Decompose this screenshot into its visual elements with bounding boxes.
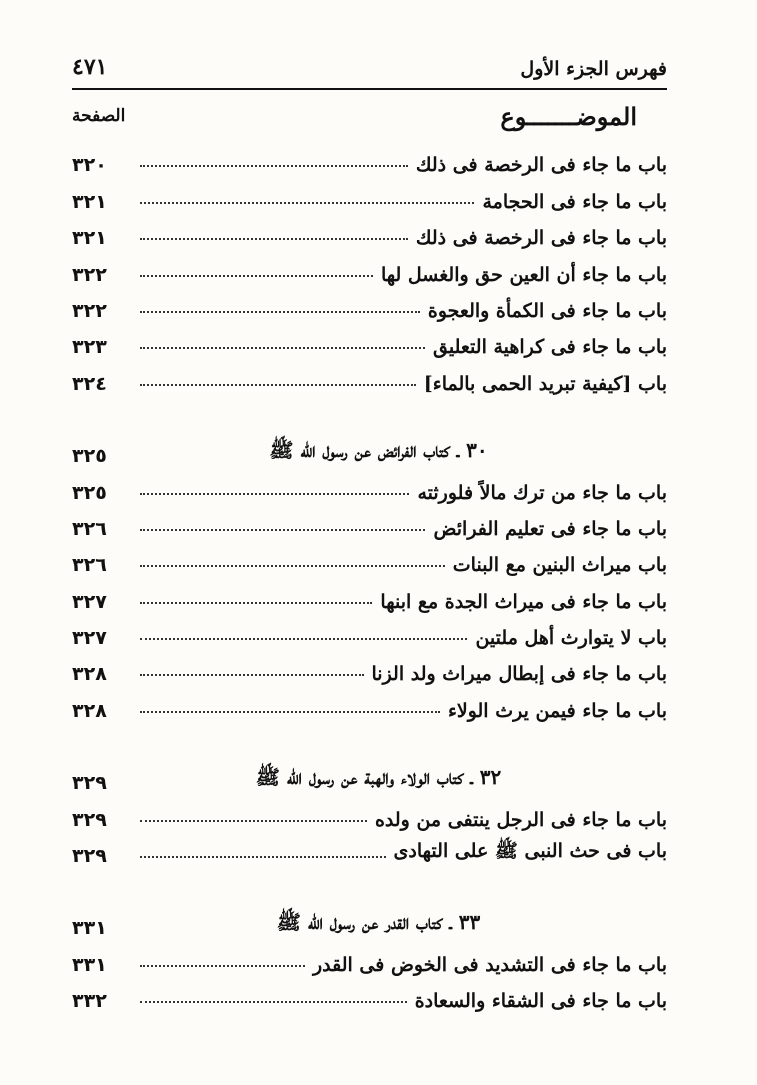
- section-spacer: [72, 867, 667, 903]
- toc-entry: [72, 249, 667, 285]
- entry-title: باب ما جاء فى الرخصة فى ذلك: [415, 227, 667, 250]
- entry-title: باب لا يتوارث أهل ملتين: [475, 627, 667, 650]
- entry-title: باب ما جاء فى الرخصة فى ذلك: [415, 154, 667, 177]
- toc-entry: [72, 358, 667, 394]
- chapter-title: ٣٢ ـ كتاب الولاء والهبة عن رسول الله ﷺ: [255, 765, 502, 790]
- entry-title: باب ما جاء فى التشديد فى الخوض فى القدر: [312, 953, 667, 976]
- entry-title: باب ما جاء فى إبطال ميراث ولد الزنا: [371, 663, 667, 686]
- entry-title: باب ما جاء فى الشقاء والسعادة: [414, 990, 667, 1013]
- entry-title: باب ما جاء فى ميراث الجدة مع ابنها: [380, 590, 667, 613]
- entry-title: باب ما جاء فى الكمأة والعجوة: [427, 299, 667, 322]
- entry-page-number: ٣٢٨: [72, 663, 107, 686]
- dot-leader: [140, 274, 373, 277]
- entry-page-number: ٣٢٣: [72, 336, 107, 359]
- entry-title: باب [كيفية تبريد الحمى بالماء]: [423, 372, 667, 395]
- chapter-title: ٣٣ ـ كتاب القدر عن رسول الله ﷺ: [276, 910, 481, 935]
- entry-title: باب ما جاء فى الحجامة: [482, 190, 667, 213]
- table-of-contents: [72, 140, 667, 1012]
- toc-entry: [72, 140, 667, 176]
- entry-page-number: ٣٢٥: [72, 445, 107, 468]
- column-headings: [72, 100, 667, 136]
- toc-entry: [72, 794, 667, 830]
- dot-leader: [140, 383, 416, 386]
- page-column-heading: الصفحة: [72, 106, 126, 126]
- dot-leader: [140, 237, 408, 240]
- entry-page-number: ٣٢٤: [72, 372, 107, 395]
- dot-leader: [140, 637, 467, 640]
- entry-title: باب ميراث البنين مع البنات: [452, 554, 667, 577]
- entry-title: باب ما جاء فى تعليم الفرائض: [433, 517, 667, 540]
- entry-page-number: ٣٢٥: [72, 481, 107, 504]
- toc-entry: [72, 540, 667, 576]
- entry-page-number: ٣٣٢: [72, 990, 107, 1013]
- dot-leader: [140, 528, 425, 531]
- dot-leader: [140, 673, 364, 676]
- entry-page-number: ٣٢٢: [72, 263, 107, 286]
- entry-page-number: ٣٢٦: [72, 517, 107, 540]
- dot-leader: [140, 492, 409, 495]
- dot-leader: [140, 710, 440, 713]
- toc-entry: [72, 649, 667, 685]
- entry-page-number: ٣٣١: [72, 953, 107, 976]
- entry-title: باب ما جاء من ترك مالاً فلورثته: [417, 481, 667, 504]
- dot-leader: [140, 564, 445, 567]
- entry-page-number: ٣٢٠: [72, 154, 107, 177]
- entry-page-number: ٣٢٢: [72, 299, 107, 322]
- entry-page-number: ٣٢٩: [72, 845, 107, 868]
- running-title: فهرس الجزء الأول: [520, 58, 667, 80]
- entry-title: باب ما جاء فى الرجل ينتفى من ولده: [374, 808, 667, 831]
- toc-entry: [72, 504, 667, 540]
- dot-leader: [140, 1000, 407, 1003]
- section-spacer: [72, 722, 667, 758]
- toc-entry: [72, 576, 667, 612]
- entry-title: باب ما جاء أن العين حق والغسل لها: [380, 263, 667, 286]
- entry-title: باب ما جاء فى كراهية التعليق: [433, 336, 667, 359]
- entry-page-number: ٣٢٩: [72, 772, 107, 795]
- toc-entry: [72, 322, 667, 358]
- subject-column-heading: الموضـــــــوع: [500, 102, 637, 131]
- toc-entry: [72, 939, 667, 975]
- toc-entry: [72, 467, 667, 503]
- entry-page-number: ٣٣١: [72, 917, 107, 940]
- dot-leader: [140, 601, 372, 604]
- entry-page-number: ٣٢٨: [72, 699, 107, 722]
- page-number: ٤٧١: [72, 54, 108, 80]
- section-spacer: [72, 395, 667, 431]
- chapter-title: ٣٠ ـ كتاب الفرائض عن رسول الله ﷺ: [269, 438, 488, 463]
- chapter-heading-row: [72, 903, 667, 939]
- chapter-heading-row: [72, 431, 667, 467]
- dot-leader: [140, 855, 386, 858]
- entry-title: باب ما جاء فيمن يرث الولاء: [447, 699, 667, 722]
- toc-entry: [72, 831, 667, 867]
- entry-page-number: ٣٢٧: [72, 627, 107, 650]
- toc-entry: [72, 976, 667, 1012]
- toc-entry: [72, 685, 667, 721]
- dot-leader: [140, 964, 305, 967]
- toc-entry: [72, 176, 667, 212]
- dot-leader: [140, 819, 367, 822]
- dot-leader: [140, 310, 420, 313]
- toc-entry: [72, 286, 667, 322]
- entry-page-number: ٣٢٩: [72, 808, 107, 831]
- entry-title: باب فى حث النبى ﷺ على التهادى: [393, 840, 667, 863]
- toc-entry: [72, 613, 667, 649]
- page-header: [72, 52, 667, 90]
- chapter-heading-row: [72, 758, 667, 794]
- dot-leader: [140, 164, 408, 167]
- dot-leader: [140, 346, 425, 349]
- entry-page-number: ٣٢١: [72, 227, 107, 250]
- entry-page-number: ٣٢٦: [72, 554, 107, 577]
- toc-entry: [72, 213, 667, 249]
- entry-page-number: ٣٢٧: [72, 590, 107, 613]
- entry-page-number: ٣٢١: [72, 190, 107, 213]
- dot-leader: [140, 201, 474, 204]
